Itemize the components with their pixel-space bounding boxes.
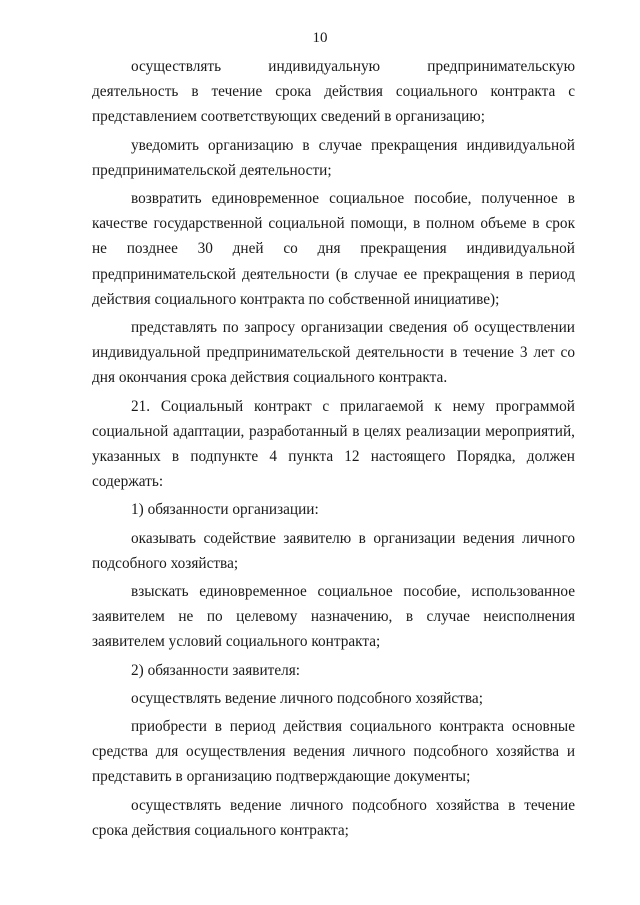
page-number: 10 bbox=[312, 30, 328, 46]
paragraph: уведомить организацию в случае прекращения индивидуальной предпринимательской деятельности; bbox=[92, 136, 575, 179]
paragraph: представлять по запросу организации сведения об осуществлении индивидуальной предпринимательской деятельности в течение 3 лет со дня окончания срока действия социального контракта. bbox=[92, 319, 575, 387]
paragraph: 1) обязанности организации: bbox=[131, 501, 319, 519]
paragraph: 21. Социальный контракт с прилагаемой к нему программой социальной адаптации, разработанный в целях реализации мероприятий, указанных в подпункте 4 пункта 12 настоящего Порядка, должен содержать: bbox=[92, 397, 575, 491]
paragraph: 2) обязанности заявителя: bbox=[131, 661, 301, 679]
paragraph: взыскать единовременное социальное пособие, использованное заявителем не по целевому назначению, в случае неисполнения заявителем условий социального контракта; bbox=[92, 583, 575, 651]
document-body bbox=[92, 54, 575, 843]
paragraph: возвратить единовременное социальное пособие, полученное в качестве государственной социальной помощи, в полном объеме в срок не позднее 30 дней со дня прекращения индивидуальной предпринимательской деятельности (в случае ее прекращения в период действия социального контракта по собственной инициативе); bbox=[92, 190, 575, 308]
paragraph: осуществлять ведение личного подсобного хозяйства; bbox=[131, 689, 483, 707]
paragraph: осуществлять ведение личного подсобного хозяйства в течение срока действия социального контракта; bbox=[92, 796, 575, 839]
paragraph: осуществлять индивидуальную предпринимательскую деятельность в течение срока действия социального контракта с представлением соответствующих сведений в организацию; bbox=[92, 58, 575, 126]
paragraph: оказывать содействие заявителю в организации ведения личного подсобного хозяйства; bbox=[92, 529, 575, 572]
paragraph: приобрести в период действия социального контракта основные средства для осуществления ведения личного подсобного хозяйства и представить в организацию подтверждающие документы; bbox=[92, 718, 575, 786]
